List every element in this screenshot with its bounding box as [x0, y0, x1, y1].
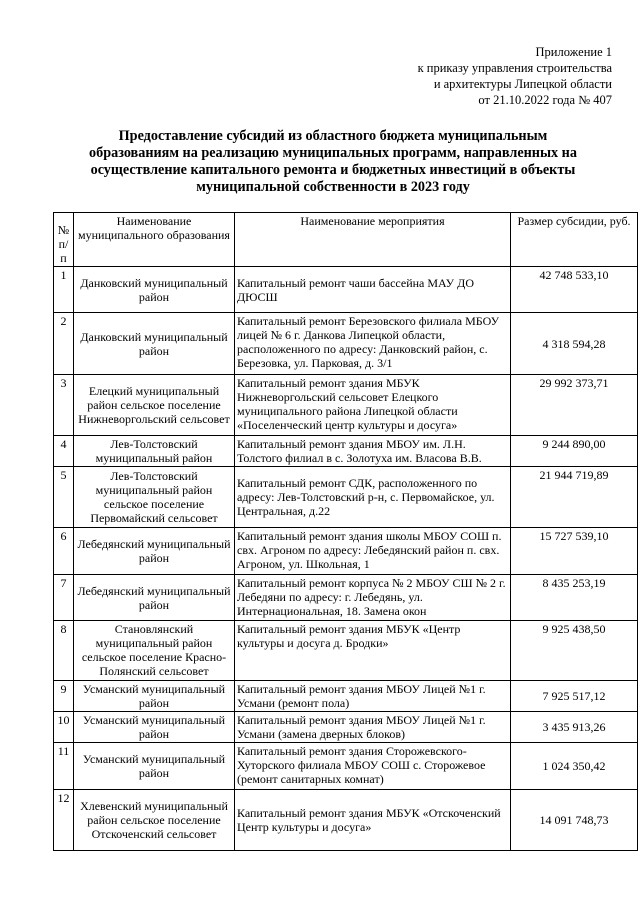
cell-event: Капитальный ремонт здания Сторожевского-Хуторского филиала МБОУ СОШ с. Сторожевое (ремонт санитарных комнат) — [235, 743, 511, 790]
cell-num: 4 — [54, 436, 74, 467]
cell-municipality: Лебедянский муниципальный район — [74, 528, 235, 575]
cell-amount: 3 435 913,26 — [511, 712, 638, 743]
cell-event: Капитальный ремонт здания МБУК «Центр культуры и досуга д. Бродки» — [235, 621, 511, 681]
table-row — [54, 528, 638, 575]
cell-num: 8 — [54, 621, 74, 681]
appendix-line: от 21.10.2022 года № 407 — [478, 93, 612, 107]
cell-num: 2 — [54, 313, 74, 375]
cell-amount: 9 925 438,50 — [511, 621, 638, 681]
cell-num: 9 — [54, 681, 74, 712]
cell-num: 11 — [54, 743, 74, 790]
cell-municipality: Данковский муниципальный район — [74, 313, 235, 375]
cell-num: 6 — [54, 528, 74, 575]
cell-municipality: Лев-Толстовский муниципальный район сельское поселение Первомайский сельсовет — [74, 467, 235, 528]
cell-amount: 14 091 748,73 — [511, 790, 638, 851]
table-row — [54, 790, 638, 851]
cell-municipality: Усманский муниципальный район — [74, 712, 235, 743]
title-line: образованиям на реализацию муниципальных программ, направленных на — [89, 145, 577, 161]
cell-municipality: Лев-Толстовский муниципальный район — [74, 436, 235, 467]
document-title — [58, 128, 608, 196]
table-row — [54, 313, 638, 375]
cell-amount: 1 024 350,42 — [511, 743, 638, 790]
cell-event: Капитальный ремонт чаши бассейна МАУ ДО ДЮСШ — [235, 267, 511, 313]
cell-num: 10 — [54, 712, 74, 743]
appendix-line: Приложение 1 — [535, 45, 612, 59]
cell-municipality: Данковский муниципальный район — [74, 267, 235, 313]
table-row — [54, 436, 638, 467]
appendix-header — [282, 44, 612, 108]
cell-amount: 21 944 719,89 — [511, 467, 638, 528]
table-row — [54, 575, 638, 621]
table-row — [54, 681, 638, 712]
header-num: № п/п — [54, 213, 74, 267]
cell-amount: 4 318 594,28 — [511, 313, 638, 375]
table-row — [54, 621, 638, 681]
cell-municipality: Усманский муниципальный район — [74, 681, 235, 712]
cell-event: Капитальный ремонт здания МБУК «Отскоченский Центр культуры и досуга» — [235, 790, 511, 851]
appendix-line: к приказу управления строительства — [417, 61, 612, 75]
header-municipality: Наименование муниципального образования — [74, 213, 235, 267]
cell-municipality: Лебедянский муниципальный район — [74, 575, 235, 621]
table-row — [54, 375, 638, 436]
cell-amount: 9 244 890,00 — [511, 436, 638, 467]
cell-num: 5 — [54, 467, 74, 528]
appendix-line: и архитектуры Липецкой области — [433, 77, 612, 91]
cell-event: Капитальный ремонт Березовского филиала МБОУ лицей № 6 г. Данкова Липецкой области, расположенного по адресу: Данковский район, с. Березовка, ул. Парковая, д. 3/1 — [235, 313, 511, 375]
cell-amount: 42 748 533,10 — [511, 267, 638, 313]
cell-amount: 15 727 539,10 — [511, 528, 638, 575]
table-header-row — [54, 213, 638, 267]
cell-event: Капитальный ремонт здания МБОУ им. Л.Н. Толстого филиал в с. Золотуха им. Власова В.В. — [235, 436, 511, 467]
cell-municipality: Усманский муниципальный район — [74, 743, 235, 790]
title-line: осуществление капитального ремонта и бюджетных инвестиций в объекты — [90, 162, 576, 178]
cell-num: 12 — [54, 790, 74, 851]
cell-num: 1 — [54, 267, 74, 313]
header-event: Наименование мероприятия — [235, 213, 511, 267]
cell-amount: 8 435 253,19 — [511, 575, 638, 621]
cell-event: Капитальный ремонт здания МБОУ Лицей №1 г. Усмани (ремонт пола) — [235, 681, 511, 712]
cell-event: Капитальный ремонт здания школы МБОУ СОШ п. свх. Агроном по адресу: Лебедянский район п. свх. Агроном, ул. Школьная, 1 — [235, 528, 511, 575]
cell-municipality: Становлянский муниципальный район сельское поселение Красно-Полянский сельсовет — [74, 621, 235, 681]
table-row — [54, 712, 638, 743]
title-line: муниципальной собственности в 2023 году — [196, 179, 470, 195]
header-amount: Размер субсидии, руб. — [511, 213, 638, 267]
cell-num: 7 — [54, 575, 74, 621]
title-line: Предоставление субсидий из областного бюджета муниципальным — [118, 128, 548, 144]
cell-num: 3 — [54, 375, 74, 436]
cell-event: Капитальный ремонт здания МБОУ Лицей №1 г. Усмани (замена дверных блоков) — [235, 712, 511, 743]
table-row — [54, 743, 638, 790]
table-row — [54, 467, 638, 528]
cell-municipality: Елецкий муниципальный район сельское поселение Нижневоргольский сельсовет — [74, 375, 235, 436]
cell-event: Капитальный ремонт СДК, расположенного по адресу: Лев-Толстовский р-н, с. Первомайское, ул. Центральная, д.22 — [235, 467, 511, 528]
subsidies-table — [53, 212, 638, 851]
cell-event: Капитальный ремонт корпуса № 2 МБОУ СШ № 2 г. Лебедяни по адресу: г. Лебедянь, ул. Интернациональная, 18. Замена окон — [235, 575, 511, 621]
table-row — [54, 267, 638, 313]
cell-municipality: Хлевенский муниципальный район сельское поселение Отскоченский сельсовет — [74, 790, 235, 851]
cell-amount: 7 925 517,12 — [511, 681, 638, 712]
cell-event: Капитальный ремонт здания МБУК Нижневоргольский сельсовет Елецкого муниципального района Липецкой области «Поселенческий центр культуры и досуга» — [235, 375, 511, 436]
cell-amount: 29 992 373,71 — [511, 375, 638, 436]
